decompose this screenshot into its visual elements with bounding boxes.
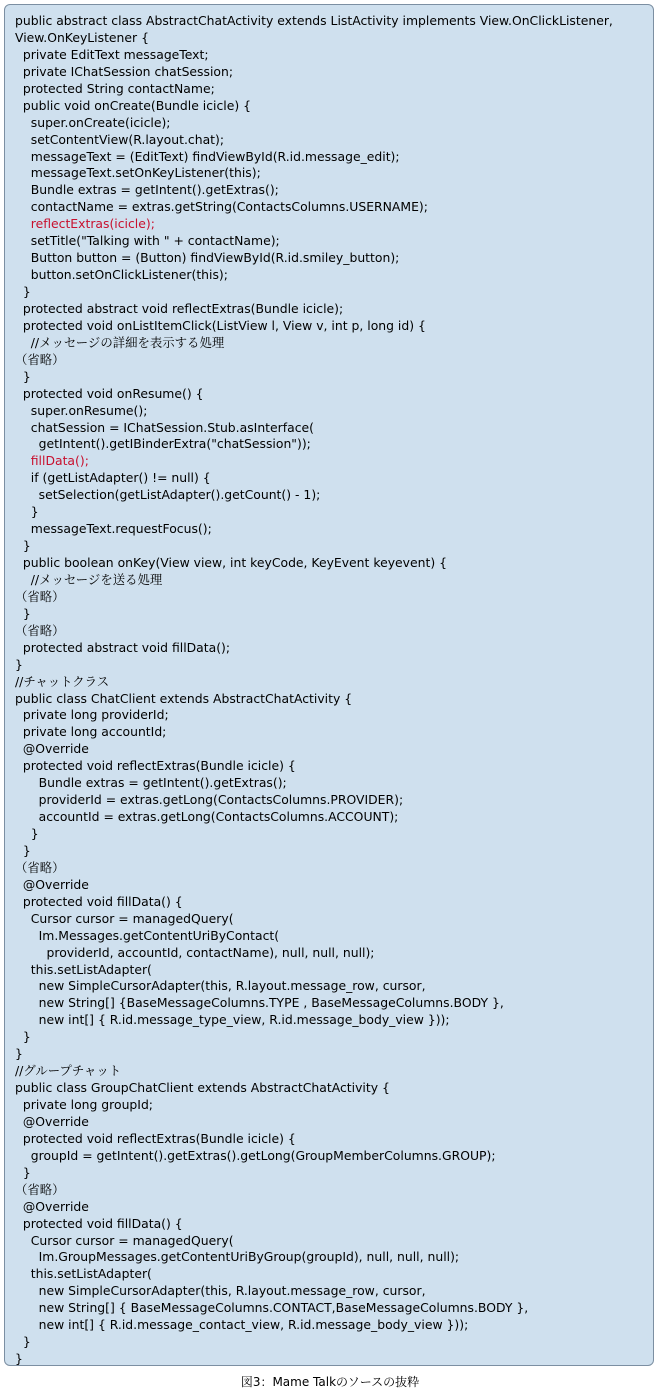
code-line: public void onCreate(Bundle icicle) { bbox=[15, 97, 252, 113]
code-line: contactName = extras.getString(ContactsColumns.USERNAME); bbox=[15, 199, 428, 215]
code-line: protected void onResume() { bbox=[15, 385, 204, 401]
code-line: View.OnKeyListener { bbox=[15, 29, 149, 45]
code-line: public abstract class AbstractChatActivity extends ListActivity implements View.OnClickListener, bbox=[15, 13, 613, 28]
code-line: private long providerId; bbox=[15, 707, 169, 723]
code-line: public class GroupChatClient extends AbstractChatActivity { bbox=[15, 1080, 390, 1096]
code-line: } bbox=[15, 538, 31, 554]
code-line: } bbox=[15, 1351, 23, 1367]
figure-caption: 図3：Mame Talkのソースの抜粋 bbox=[240, 1375, 420, 1389]
code-line: } bbox=[15, 1164, 31, 1180]
code-line: } bbox=[15, 842, 31, 858]
code-line: Im.GroupMessages.getContentUriByGroup(groupId), null, null, null); bbox=[15, 1249, 460, 1265]
code-line: Bundle extras = getIntent().getExtras(); bbox=[15, 775, 287, 791]
code-line: accountId = extras.getLong(ContactsColumns.ACCOUNT); bbox=[15, 809, 399, 825]
code-line: } bbox=[15, 605, 31, 621]
code-line: } bbox=[15, 1029, 31, 1045]
code-line: setContentView(R.layout.chat); bbox=[15, 131, 225, 147]
code-line: messageText.requestFocus(); bbox=[15, 521, 212, 537]
code-line: （省略） bbox=[15, 1181, 65, 1197]
code-line: super.onCreate(icicle); bbox=[15, 114, 171, 130]
code-line: providerId = extras.getLong(ContactsColumns.PROVIDER); bbox=[15, 792, 404, 808]
code-line: messageText = (EditText) findViewById(R.id.message_edit); bbox=[15, 148, 400, 164]
code-line: getIntent().getIBinderExtra("chatSession")); bbox=[15, 436, 311, 452]
code-line: } bbox=[15, 1334, 31, 1350]
code-line: setTitle("Talking with " + contactName); bbox=[15, 233, 280, 249]
code-listing-panel bbox=[4, 4, 654, 1366]
code-line: super.onResume(); bbox=[15, 402, 148, 418]
code-line: private EditText messageText; bbox=[15, 46, 209, 62]
code-line: protected void fillData() { bbox=[15, 1215, 183, 1231]
code-line: （省略） bbox=[15, 859, 65, 875]
code-line: Im.Messages.getContentUriByContact( bbox=[15, 927, 280, 943]
code-line: private long accountId; bbox=[15, 724, 167, 740]
code-line: protected void onListItemClick(ListView l, View v, int p, long id) { bbox=[15, 317, 426, 333]
code-line: groupId = getIntent().getExtras().getLong(GroupMemberColumns.GROUP); bbox=[15, 1147, 496, 1163]
code-line: @Override bbox=[15, 1113, 89, 1129]
code-line: （省略） bbox=[15, 588, 65, 604]
code-line: new String[] { BaseMessageColumns.CONTACT,BaseMessageColumns.BODY }, bbox=[15, 1300, 529, 1316]
code-line: （省略） bbox=[15, 351, 65, 367]
code-line: Bundle extras = getIntent().getExtras(); bbox=[15, 182, 279, 198]
code-line: } bbox=[15, 504, 39, 520]
code-line: //チャットクラス bbox=[15, 673, 110, 689]
code-line: new SimpleCursorAdapter(this, R.layout.message_row, cursor, bbox=[15, 978, 426, 994]
code-line: @Override bbox=[15, 1198, 89, 1214]
code-line: protected void fillData() { bbox=[15, 893, 183, 909]
code-line: Cursor cursor = managedQuery( bbox=[15, 1232, 234, 1248]
code-line: @Override bbox=[15, 876, 89, 892]
code-line: protected void reflectExtras(Bundle icicle) { bbox=[15, 758, 296, 774]
code-line: new int[] { R.id.message_type_view, R.id.message_body_view })); bbox=[15, 1012, 450, 1028]
code-line: @Override bbox=[15, 741, 89, 757]
code-line: //メッセージを送る処理 bbox=[15, 571, 163, 587]
code-line: protected abstract void reflectExtras(Bundle icicle); bbox=[15, 300, 344, 316]
code-line: Button button = (Button) findViewById(R.id.smiley_button); bbox=[15, 250, 400, 266]
code-line: new SimpleCursorAdapter(this, R.layout.message_row, cursor, bbox=[15, 1283, 426, 1299]
code-line: } bbox=[15, 368, 31, 384]
code-line: } bbox=[15, 284, 31, 299]
code-line: private IChatSession chatSession; bbox=[15, 63, 234, 79]
code-line: public boolean onKey(View view, int keyCode, KeyEvent keyevent) { bbox=[15, 555, 447, 570]
code-line: setSelection(getListAdapter().getCount() - 1); bbox=[15, 487, 321, 503]
code-line: Cursor cursor = managedQuery( bbox=[15, 910, 234, 926]
code-line: //メッセージの詳細を表示する処理 bbox=[15, 334, 225, 350]
code-line: （省略） bbox=[15, 622, 65, 638]
code-line: } bbox=[15, 1046, 23, 1062]
code-line: public class ChatClient extends AbstractChatActivity { bbox=[15, 690, 353, 706]
code-line: protected void reflectExtras(Bundle icicle) { bbox=[15, 1130, 296, 1146]
code-line: button.setOnClickListener(this); bbox=[15, 267, 228, 283]
code-line: chatSession = IChatSession.Stub.asInterface( bbox=[15, 419, 314, 435]
code-line: this.setListAdapter( bbox=[15, 1266, 152, 1282]
code-line-highlighted: reflectExtras(icicle); bbox=[15, 216, 155, 232]
code-line: } bbox=[15, 656, 23, 672]
code-line-highlighted: fillData(); bbox=[15, 453, 89, 469]
code-line: if (getListAdapter() != null) { bbox=[15, 470, 211, 486]
code-line: protected abstract void fillData(); bbox=[15, 639, 231, 655]
code-line: this.setListAdapter( bbox=[15, 961, 152, 977]
code-line: messageText.setOnKeyListener(this); bbox=[15, 165, 261, 181]
code-line: //グループチャット bbox=[15, 1063, 122, 1079]
code-line: } bbox=[15, 826, 39, 841]
code-line: new String[] {BaseMessageColumns.TYPE , BaseMessageColumns.BODY }, bbox=[15, 995, 504, 1011]
code-line: providerId, accountId, contactName), null, null, null); bbox=[15, 944, 375, 960]
code-line: new int[] { R.id.message_contact_view, R.id.message_body_view })); bbox=[15, 1317, 469, 1333]
code-line: private long groupId; bbox=[15, 1097, 153, 1112]
code-line: protected String contactName; bbox=[15, 80, 215, 96]
